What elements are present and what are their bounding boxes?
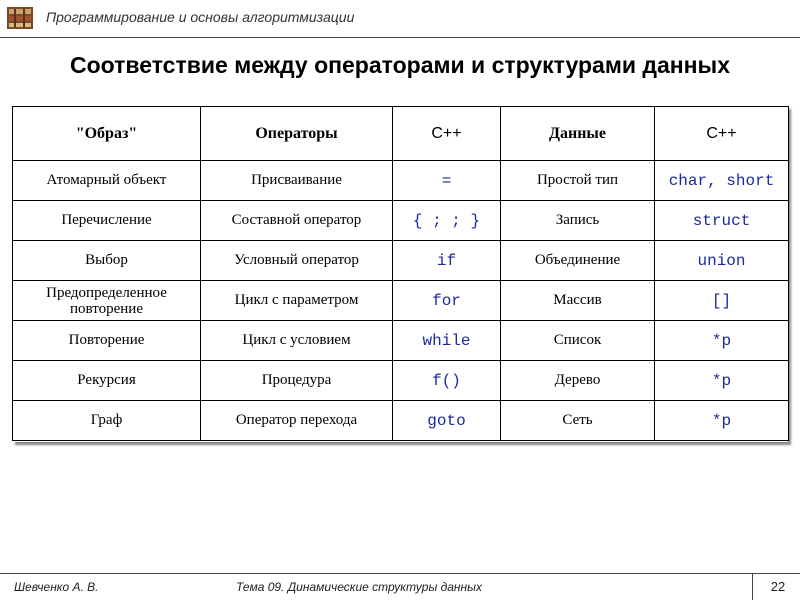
column-header-image: "Образ": [13, 107, 201, 161]
cell-data: Сеть: [501, 401, 655, 441]
cell-cpp-operator: for: [393, 281, 501, 321]
cell-cpp-data: *p: [655, 401, 789, 441]
cell-operator: Присваивание: [201, 161, 393, 201]
cell-operator: Процедура: [201, 361, 393, 401]
cell-data: Массив: [501, 281, 655, 321]
table-row: [13, 201, 789, 241]
table-row: [13, 281, 789, 321]
course-title: Программирование и основы алгоритмизации: [46, 9, 355, 25]
cell-operator: Цикл с параметром: [201, 281, 393, 321]
cell-cpp-data: char, short: [655, 161, 789, 201]
cell-cpp-data: struct: [655, 201, 789, 241]
cell-cpp-data: []: [655, 281, 789, 321]
column-header-cpp-data: С++: [655, 107, 789, 161]
column-header-cpp-operators: С++: [393, 107, 501, 161]
cell-cpp-operator: f(): [393, 361, 501, 401]
column-header-data: Данные: [501, 107, 655, 161]
cell-data: Простой тип: [501, 161, 655, 201]
cell-image: Повторение: [13, 321, 201, 361]
book-stack-icon: [6, 5, 34, 31]
cell-operator: Оператор перехода: [201, 401, 393, 441]
column-header-operators: Операторы: [201, 107, 393, 161]
slide-header: [0, 0, 800, 38]
cell-cpp-data: union: [655, 241, 789, 281]
table-header-row: [13, 107, 789, 161]
footer-divider: [0, 573, 800, 574]
cell-data: Запись: [501, 201, 655, 241]
cell-image: Выбор: [13, 241, 201, 281]
cell-image: Рекурсия: [13, 361, 201, 401]
correspondence-table-container: [12, 106, 788, 442]
footer-author: Шевченко А. В.: [14, 580, 99, 594]
cell-data: Дерево: [501, 361, 655, 401]
cell-data: Список: [501, 321, 655, 361]
cell-image: Атомарный объект: [13, 161, 201, 201]
table-row: [13, 161, 789, 201]
cell-image: Предопределенное повторение: [13, 281, 201, 321]
slide-title: Соответствие между операторами и структурами данных: [70, 52, 730, 78]
cell-cpp-data: *p: [655, 321, 789, 361]
cell-cpp-operator: while: [393, 321, 501, 361]
cell-cpp-operator: { ; ; }: [393, 201, 501, 241]
cell-image: Граф: [13, 401, 201, 441]
cell-cpp-operator: if: [393, 241, 501, 281]
table-row: [13, 361, 789, 401]
footer-topic: Тема 09. Динамические структуры данных: [236, 580, 482, 594]
table-row: [13, 241, 789, 281]
cell-operator: Цикл с условием: [201, 321, 393, 361]
header-divider: [0, 37, 800, 38]
page-number: 22: [770, 579, 786, 594]
cell-cpp-operator: goto: [393, 401, 501, 441]
cell-image: Перечисление: [13, 201, 201, 241]
correspondence-table: [12, 106, 789, 441]
cell-cpp-data: *p: [655, 361, 789, 401]
footer-page-separator: [752, 573, 753, 600]
cell-operator: Составной оператор: [201, 201, 393, 241]
table-row: [13, 321, 789, 361]
cell-cpp-operator: =: [393, 161, 501, 201]
cell-data: Объединение: [501, 241, 655, 281]
cell-operator: Условный оператор: [201, 241, 393, 281]
table-row: [13, 401, 789, 441]
